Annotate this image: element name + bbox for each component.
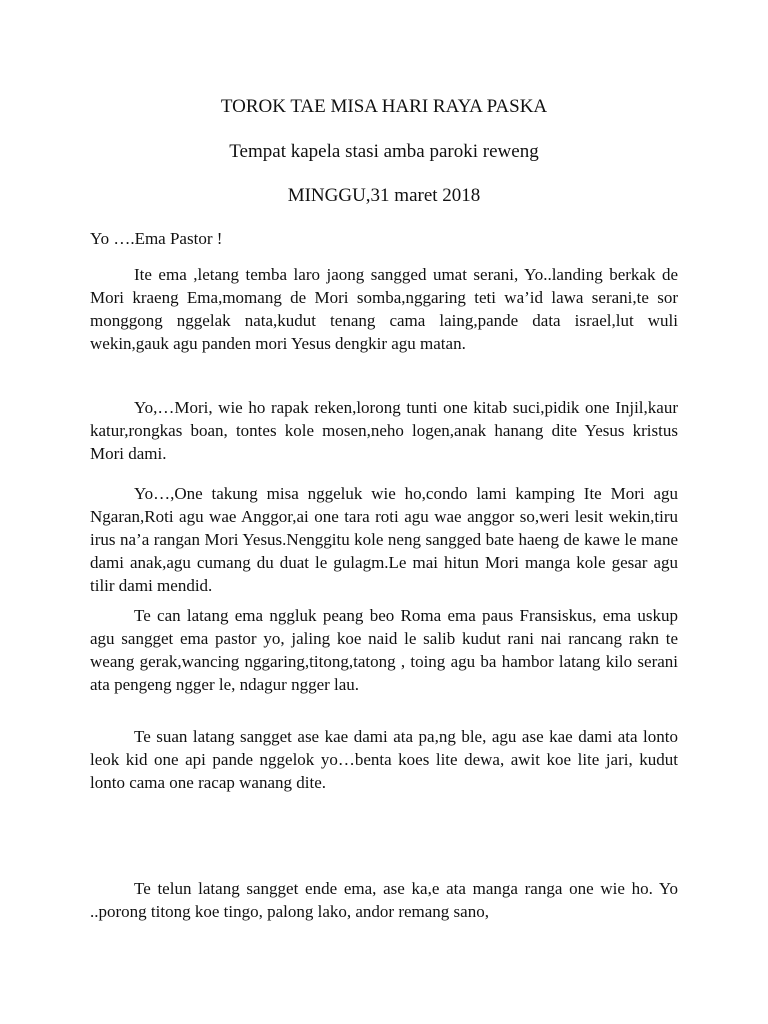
- document-subtitle-date: MINGGU,31 maret 2018: [287, 185, 481, 206]
- greeting: Yo ….Ema Pastor !: [90, 229, 223, 248]
- document-subtitle-location: Tempat kapela stasi amba paroki reweng: [229, 141, 539, 162]
- paragraph-3: Yo…,One takung misa nggeluk wie ho,condo lami kamping Ite Mori agu Ngaran,Roti agu wae Anggor,ai one tara roti agu wae anggor so,weri lesit wekin,tiru irus na’a rangan Mori Yesus.Nenggitu kole neng sangged bate haeng de kawe le mane dami anak,agu cumang du duat le gulagm.Le mai hitun Mori manga kole gesar agu tilir dami mendid.: [90, 484, 678, 595]
- paragraph-6: Te telun latang sangget ende ema, ase ka,e ata manga ranga one wie ho. Yo ..porong titong koe tingo, palong lako, andor remang sano,: [90, 879, 678, 921]
- paragraph-5: Te suan latang sangget ase kae dami ata pa,ng ble, agu ase kae dami ata lonto leok kid one api pande nggelok yo…benta koes lite dewa, awit koe lite jari, kudut lonto cama one racap wanang dite.: [90, 727, 678, 792]
- document-title: TOROK TAE MISA HARI RAYA PASKA: [220, 96, 548, 117]
- paragraph-4: Te can latang ema nggluk peang beo Roma ema paus Fransiskus, ema uskup agu sangget ema pastor yo, jaling koe naid le salib kudut rani nai rancang rakn te weang gerak,wancing nggaring,titong,tatong , toing agu ba hambor latang kilo serani ata pengeng ngger le, ndagur ngger lau.: [90, 606, 678, 694]
- paragraph-2: Yo,…Mori, wie ho rapak reken,lorong tunti one kitab suci,pidik one Injil,kaur katur,rongkas boan, tontes kole mosen,neho logen,anak hanang dite Yesus kristus Mori dami.: [90, 398, 678, 463]
- paragraph-1: Ite ema ,letang temba laro jaong sangged umat serani, Yo..landing berkak de Mori kraeng Ema,momang de Mori somba,nggaring teti wa’id lawa serani,te sor monggong nggelak nata,kudut tenang cama laing,pande data israel,lut wuli wekin,gauk agu panden mori Yesus dengkir agu matan.: [90, 265, 678, 353]
